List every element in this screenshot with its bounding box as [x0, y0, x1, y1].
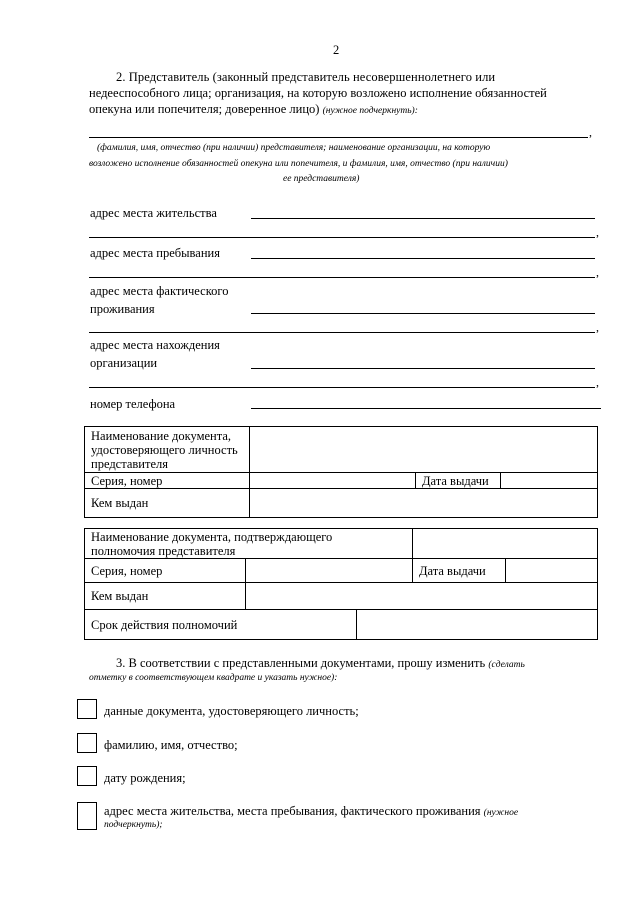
identity-series-label: Серия, номер: [85, 473, 250, 489]
actual-address-field-2[interactable]: [89, 332, 595, 333]
representative-name-line[interactable]: [89, 137, 588, 138]
residence-address-field-2[interactable]: [89, 237, 595, 238]
section3-line1-note: (сделать: [488, 660, 525, 670]
address-option-note-2: подчеркнуть);: [104, 820, 163, 830]
identity-doc-option: данные документа, удостоверяющего личность;: [104, 704, 359, 718]
authority-date-field[interactable]: [506, 559, 598, 583]
stay-address-field[interactable]: [251, 258, 595, 259]
identity-series-field[interactable]: [250, 473, 416, 489]
org-address-field[interactable]: [251, 368, 595, 369]
comma: ,: [596, 375, 599, 389]
residence-address-field[interactable]: [251, 218, 595, 219]
page-number: 2: [333, 43, 340, 57]
full-name-option: фамилию, имя, отчество;: [104, 738, 238, 752]
validity-field[interactable]: [357, 610, 598, 640]
identity-doc-name-label: Наименование документа, удостоверяющего личность представителя: [85, 427, 250, 473]
authority-doc-name-label: Наименование документа, подтверждающего полномочия представителя: [85, 529, 413, 559]
hint-line3: ее представителя): [283, 174, 360, 184]
identity-issued-by-label: Кем выдан: [85, 489, 250, 518]
hint-line2: возложено исполнение обязанностей опекуна или попечителя, и фамилия, имя, отчество (при наличии): [89, 159, 508, 169]
identity-date-label: Дата выдачи: [416, 473, 501, 489]
comma: ,: [596, 265, 599, 279]
comma: ,: [596, 320, 599, 334]
validity-label: Срок действия полномочий: [85, 610, 357, 640]
stay-address-field-2[interactable]: [89, 277, 595, 278]
section3-line2-note: отметку в соответствующем квадрате и указать нужное):: [89, 673, 338, 683]
full-name-checkbox[interactable]: [77, 733, 97, 753]
address-option-note: (нужное: [483, 808, 519, 818]
authority-series-label: Серия, номер: [85, 559, 246, 583]
comma: ,: [589, 125, 592, 139]
comma: ,: [596, 225, 599, 239]
birth-date-option: дату рождения;: [104, 771, 186, 785]
section2-line3: опекуна или попечителя; доверенное лицо): [89, 102, 320, 116]
address-checkbox[interactable]: [77, 802, 97, 830]
section2-line2: недееспособного лица; организация, на которую возложено исполнение обязанностей: [89, 86, 547, 100]
actual-address-label-2: проживания: [90, 302, 155, 316]
actual-address-field[interactable]: [251, 313, 595, 314]
phone-field[interactable]: [251, 408, 601, 409]
residence-address-label: адрес места жительства: [90, 206, 217, 220]
section2-line1: 2. Представитель (законный представитель несовершеннолетнего или: [116, 70, 496, 84]
authority-issued-by-label: Кем выдан: [85, 583, 246, 610]
authority-doc-name-field[interactable]: [413, 529, 598, 559]
hint-line1: (фамилия, имя, отчество (при наличии) представителя; наименование организации, на которую: [97, 143, 491, 153]
identity-doc-checkbox[interactable]: [77, 699, 97, 719]
org-address-label-2: организации: [90, 356, 158, 370]
authority-issued-by-field[interactable]: [246, 583, 598, 610]
address-option: адрес места жительства, места пребывания, фактического проживания: [104, 804, 481, 818]
authority-date-label: Дата выдачи: [413, 559, 506, 583]
identity-doc-name-field[interactable]: [250, 427, 598, 473]
authority-series-field[interactable]: [246, 559, 413, 583]
authority-doc-table: [84, 528, 598, 640]
birth-date-checkbox[interactable]: [77, 766, 97, 786]
identity-issued-by-field[interactable]: [250, 489, 598, 518]
actual-address-label-1: адрес места фактического: [90, 284, 229, 298]
org-address-label-1: адрес места нахождения: [90, 338, 220, 352]
identity-doc-table: [84, 426, 598, 518]
identity-date-field[interactable]: [501, 473, 598, 489]
org-address-field-2[interactable]: [89, 387, 595, 388]
section3-line1: 3. В соответствии с представленными документами, прошу изменить: [116, 656, 486, 670]
stay-address-label: адрес места пребывания: [90, 246, 220, 260]
section2-line3-note: (нужное подчеркнуть):: [322, 106, 418, 116]
phone-label: номер телефона: [90, 397, 176, 411]
